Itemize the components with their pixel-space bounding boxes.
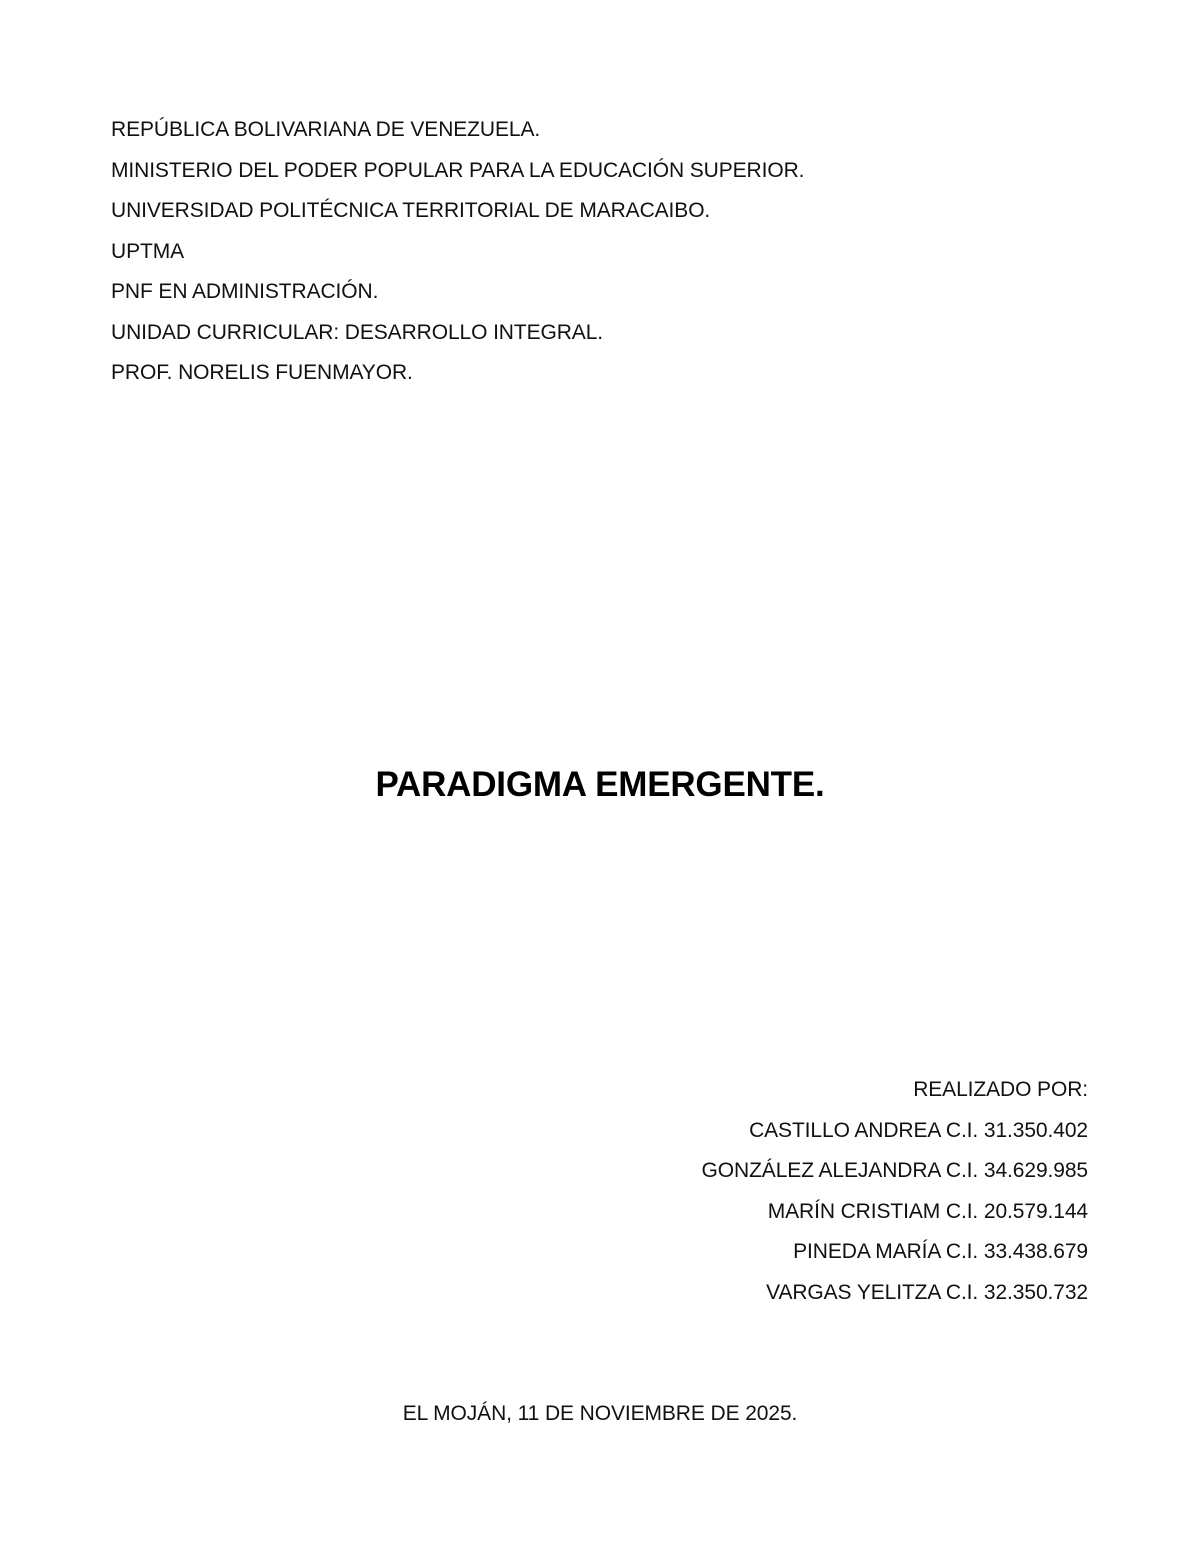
author-entry: CASTILLO ANDREA C.I. 31.350.402 (749, 1118, 1088, 1142)
authors-heading: REALIZADO POR: (913, 1078, 1088, 1101)
header-university: UNIVERSIDAD POLITÉCNICA TERRITORIAL DE MARACAIBO. (111, 199, 711, 222)
author-entry: PINEDA MARÍA C.I. 33.438.679 (793, 1240, 1088, 1263)
authors-block (388, 1070, 1088, 1313)
place-and-date: EL MOJÁN, 11 DE NOVIEMBRE DE 2025. (402, 1402, 798, 1425)
document-title: PARADIGMA EMERGENTE. (375, 765, 825, 804)
author-entry: VARGAS YELITZA C.I. 32.350.732 (766, 1280, 1088, 1304)
header-country: REPÚBLICA BOLIVARIANA DE VENEZUELA. (111, 118, 541, 141)
header-ministry: MINISTERIO DEL PODER POPULAR PARA LA EDUCACIÓN SUPERIOR. (111, 158, 805, 182)
author-entry: GONZÁLEZ ALEJANDRA C.I. 34.629.985 (701, 1159, 1088, 1182)
header-program: PNF EN ADMINISTRACIÓN. (111, 280, 379, 303)
institution-header (111, 110, 1011, 394)
header-acronym: UPTMA (111, 239, 185, 263)
author-entry: MARÍN CRISTIAM C.I. 20.579.144 (767, 1199, 1088, 1223)
header-course: UNIDAD CURRICULAR: DESARROLLO INTEGRAL. (111, 320, 604, 344)
header-professor: PROF. NORELIS FUENMAYOR. (111, 361, 413, 384)
